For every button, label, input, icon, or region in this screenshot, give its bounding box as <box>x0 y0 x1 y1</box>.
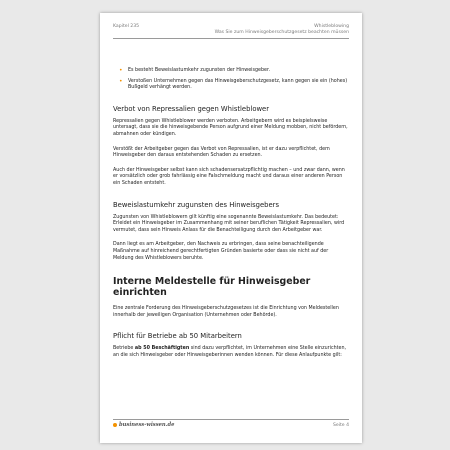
header-divider <box>113 38 349 39</box>
main-heading: Interne Meldestelle für Hinweisgeber einrichten <box>113 276 311 299</box>
paragraph <box>113 346 350 359</box>
bullet-list <box>113 68 350 92</box>
logo-text: business-wissen.de <box>119 422 175 428</box>
list-item <box>113 68 350 75</box>
paragraph: Zugunsten von Whistleblowern gilt künftig eine sogenannte Beweislastumkehr. Das bedeutet: Erleidet ein Hinweisgeber im Zusammenhang mit seiner beruflichen Tätigkeit Repressalien, wird vermutet, dass sein Hinweis Anlass für die Benachteiligung durch den Arbeitgeber war. <box>113 214 345 233</box>
page-content <box>113 68 350 365</box>
document-page <box>100 13 362 443</box>
logo <box>113 422 174 428</box>
paragraph: Repressalien gegen Whistleblower werden verboten. Arbeitgebern wird es beispielsweise untersagt, dass sie die hinweisgebende Person aufgrund einer Meldung mobben, nicht befördern, abmahnen oder kündigen. <box>113 118 348 137</box>
footer-divider <box>113 419 349 420</box>
paragraph: Dann liegt es am Arbeitgeber, den Nachweis zu erbringen, dass seine benachteiligende Maßnahme auf hinreichend gerechtfertigten Gründen basierte oder dass sie nicht auf der Meldung des Whistleblowers beruhte. <box>113 242 329 261</box>
list-item <box>113 79 350 92</box>
paragraph: Eine zentrale Forderung des Hinweisgeberschutzgesetzes ist die Einrichtung von Meldestellen innerhalb der jeweiligen Organisation (Unternehmen oder Behörde). <box>113 306 339 318</box>
paragraph: Verstößt der Arbeitgeber gegen das Verbot von Repressalien, ist er dazu verpflichtet, dem Hinweisgeber den daraus entstehenden Schaden zu ersetzen. <box>113 146 330 159</box>
section-heading: Beweislastumkehr zugunsten des Hinweisgebers <box>113 200 280 209</box>
section-heading: Pflicht für Betriebe ab 50 Mitarbeitern <box>113 332 242 341</box>
bullet-text: Verstoßen Unternehmen gegen das Hinweisgeberschutzgesetz, kann gegen sie ein (hohes) Bußgeld verhängt werden. <box>128 78 348 91</box>
paragraph: Auch der Hinweisgeber selbst kann sich schadensersatzpflichtig machen – und zwar dann, wenn er vorsätzlich oder grob fahrlässig eine Falschmeldung macht und daraus einer anderen Person ein Schaden entsteht. <box>113 167 345 186</box>
paragraph-text: sind dazu verpflichtet, im Unternehmen eine Stelle einzurichten, an die sich Hinweisgeber oder Hinweisgeberinnen wenden können. Für diese Anlaufpunkte gilt: <box>113 346 347 358</box>
header-title: Whistleblowing <box>314 24 349 29</box>
paragraph-bold-text: ab 50 Beschäftigten <box>134 346 190 352</box>
page-number: Seite 4 <box>332 423 349 428</box>
header-chapter: Kapitel 235 <box>113 24 140 29</box>
paragraph-text: Betriebe <box>113 346 135 352</box>
header-title-block <box>215 24 349 36</box>
header-subtitle: Was Sie zum Hinweisgeberschutzgesetz beachten müssen <box>214 30 349 35</box>
logo-dot-icon <box>113 423 117 427</box>
bullet-text: Es besteht Beweislastumkehr zugunsten der Hinweisgeber. <box>128 68 271 73</box>
section-heading: Verbot von Repressalien gegen Whistleblower <box>113 104 270 113</box>
